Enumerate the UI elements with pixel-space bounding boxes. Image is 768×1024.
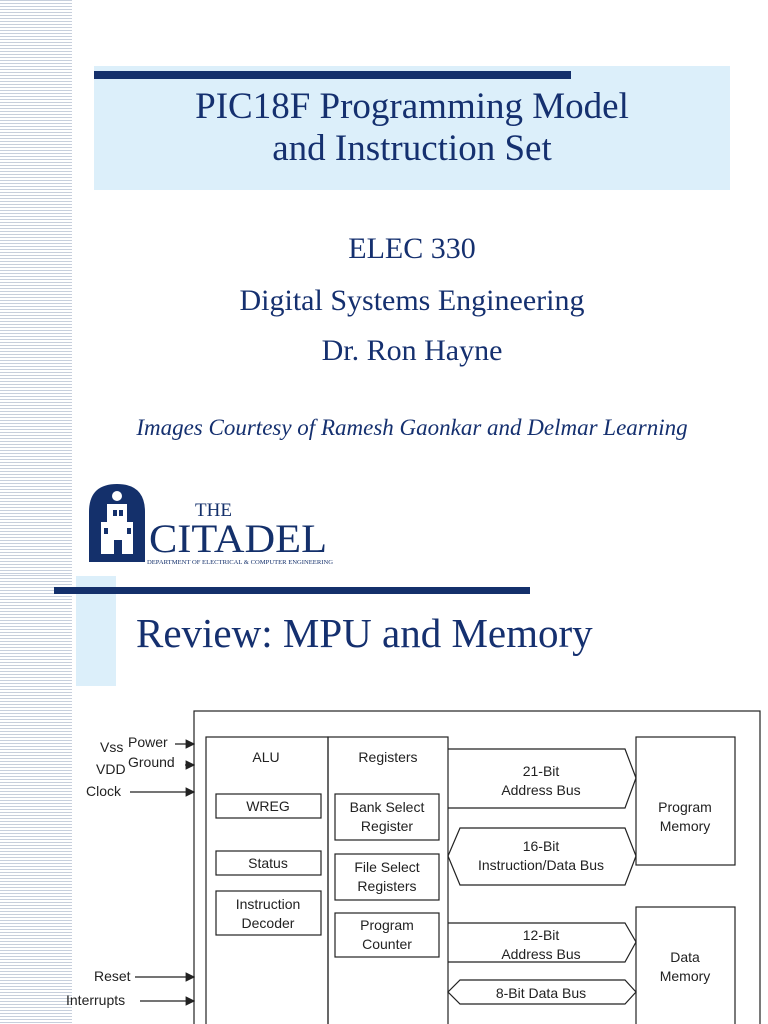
alu-box <box>206 737 328 1024</box>
file-select-label-1: File Select <box>354 859 420 875</box>
ground-label: Ground <box>128 754 175 770</box>
vss-label: Vss <box>100 739 124 755</box>
data-memory-box <box>636 907 735 1024</box>
title-line-2: and Instruction Set <box>272 128 552 169</box>
review-accent-bar <box>54 587 530 594</box>
clock-label: Clock <box>86 783 122 799</box>
data-memory-label-1: Data <box>670 949 700 965</box>
citadel-logo <box>87 482 337 568</box>
bank-select-label-2: Register <box>360 818 414 834</box>
title-accent-bar <box>94 71 571 79</box>
logo-the: THE <box>195 500 232 521</box>
address-bus-21-label-1: 21-Bit <box>522 763 560 779</box>
mpu-memory-diagram <box>60 700 768 1024</box>
registers-title: Registers <box>358 749 418 765</box>
image-credit: Images Courtesy of Ramesh Gaonkar and Delmar Learning <box>136 415 688 440</box>
bank-select-label-1: Bank Select <box>349 799 425 815</box>
program-memory-label-2: Memory <box>659 818 711 834</box>
wreg-label: WREG <box>246 798 290 814</box>
slide-title <box>94 86 730 170</box>
course-code: ELEC 330 <box>348 232 476 265</box>
data-memory-label-2: Memory <box>659 968 711 984</box>
decoder-label-1: Instruction <box>235 896 301 912</box>
instructor-name: Dr. Ron Hayne <box>321 334 503 367</box>
citadel-tower-icon <box>89 484 145 562</box>
logo-department: DEPARTMENT OF ELECTRICAL & COMPUTER ENGINEERING <box>147 559 334 566</box>
status-label: Status <box>248 855 288 871</box>
data-bus-8-label: 8-Bit Data Bus <box>495 985 587 1001</box>
program-counter-label-2: Counter <box>362 936 412 952</box>
title-line-1: PIC18F Programming Model <box>195 86 629 127</box>
program-counter-label-1: Program <box>360 917 414 933</box>
vdd-label: VDD <box>96 761 126 777</box>
reset-label: Reset <box>94 968 131 984</box>
review-title: Review: MPU and Memory <box>136 610 593 656</box>
address-bus-12-label-1: 12-Bit <box>522 927 560 943</box>
decoder-label-2: Decoder <box>241 915 295 931</box>
interrupts-label: Interrupts <box>66 992 126 1008</box>
address-bus-12-label-2: Address Bus <box>501 946 581 962</box>
instruction-bus-label-2: Instruction/Data Bus <box>477 857 605 873</box>
program-memory-label-1: Program <box>658 799 712 815</box>
instruction-bus-label-1: 16-Bit <box>522 838 560 854</box>
course-name: Digital Systems Engineering <box>239 284 585 317</box>
power-label: Power <box>128 734 168 750</box>
file-select-label-2: Registers <box>357 878 417 894</box>
logo-name: CITADEL <box>149 516 327 561</box>
alu-title: ALU <box>252 749 280 765</box>
address-bus-21-label-2: Address Bus <box>501 782 581 798</box>
